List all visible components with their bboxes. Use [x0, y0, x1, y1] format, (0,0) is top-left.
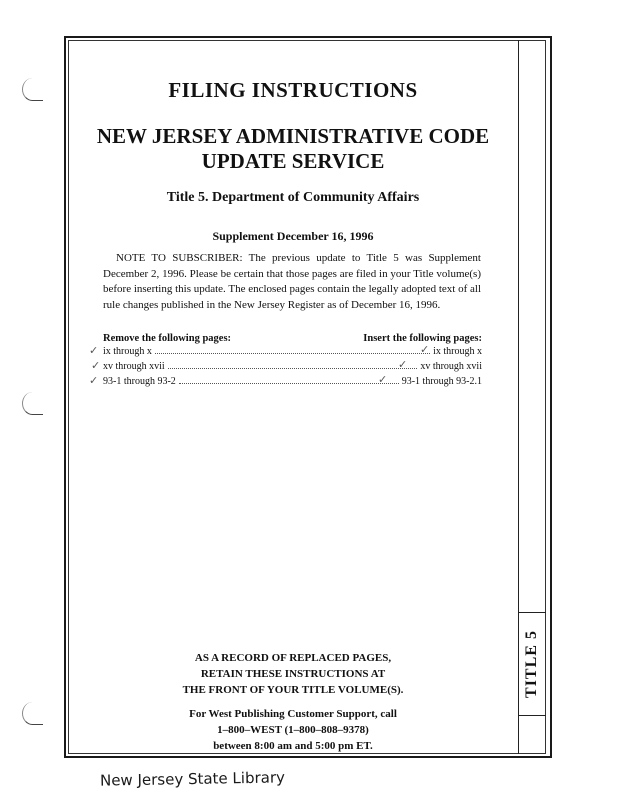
supplement-date: Supplement December 16, 1996: [212, 229, 374, 243]
code-title-line1: NEW JERSEY ADMINISTRATIVE CODE: [96, 124, 490, 148]
record-notice-line2: RETAIN THESE INSTRUCTIONS AT: [200, 668, 386, 680]
title-tab-label: TITLE 5: [523, 630, 540, 698]
support-hours: between 8:00 am and 5:00 pm ET.: [213, 740, 373, 752]
code-title-line2: UPDATE SERVICE: [201, 149, 385, 173]
record-notice: [70, 650, 516, 698]
record-notice-line3: THE FRONT OF YOUR TITLE VOLUME(S).: [182, 684, 404, 696]
checkmark-icon: ✓: [420, 344, 430, 356]
support-phone: 1–800–WEST (1–800–808–9378): [217, 724, 369, 736]
checkmark-icon: ✓: [91, 360, 101, 372]
record-notice-line1: AS A RECORD OF REPLACED PAGES,: [194, 652, 392, 664]
binder-hole-top: [22, 78, 43, 101]
library-stamp: New Jersey State Library: [99, 768, 286, 790]
insert-range: xv through xvii: [420, 361, 482, 372]
checkmark-icon: ✓: [398, 359, 408, 371]
remove-range: xv through xvii: [103, 361, 165, 372]
leader-dots: [168, 368, 418, 369]
remove-range: 93-1 through 93-2: [103, 376, 176, 387]
support-line1: For West Publishing Customer Support, call: [189, 708, 397, 720]
insert-range: ix through x: [433, 346, 482, 357]
customer-support: [70, 706, 516, 754]
table-row: [103, 361, 482, 372]
leader-dots: [155, 353, 430, 354]
binder-hole-bottom: [22, 702, 43, 725]
remove-pages-header: Remove the following pages:: [103, 333, 232, 344]
binder-hole-middle: [22, 392, 43, 415]
filing-instructions-title: FILING INSTRUCTIONS: [168, 78, 418, 102]
table-row: [103, 376, 482, 387]
insert-pages-header: Insert the following pages:: [363, 333, 482, 344]
remove-range: ix through x: [103, 346, 152, 357]
leader-dots: [179, 383, 399, 384]
checkmark-icon: ✓: [89, 375, 99, 387]
insert-range: 93-1 through 93-2.1: [401, 376, 482, 387]
checkmark-icon: ✓: [378, 374, 388, 386]
checkmark-icon: ✓: [89, 345, 99, 357]
note-to-subscriber: NOTE TO SUBSCRIBER: The previous update to Title 5 was Supplement December 2, 1996. Please be certain that those pages are filed in your Title volume(s) before inserting this update. The enclosed pages contain the legally adopted text of all rule changes published in the New Jersey Register as of December 16, 1996.: [103, 252, 481, 311]
code-title: [70, 124, 516, 174]
department-heading: Title 5. Department of Community Affairs: [166, 190, 420, 205]
